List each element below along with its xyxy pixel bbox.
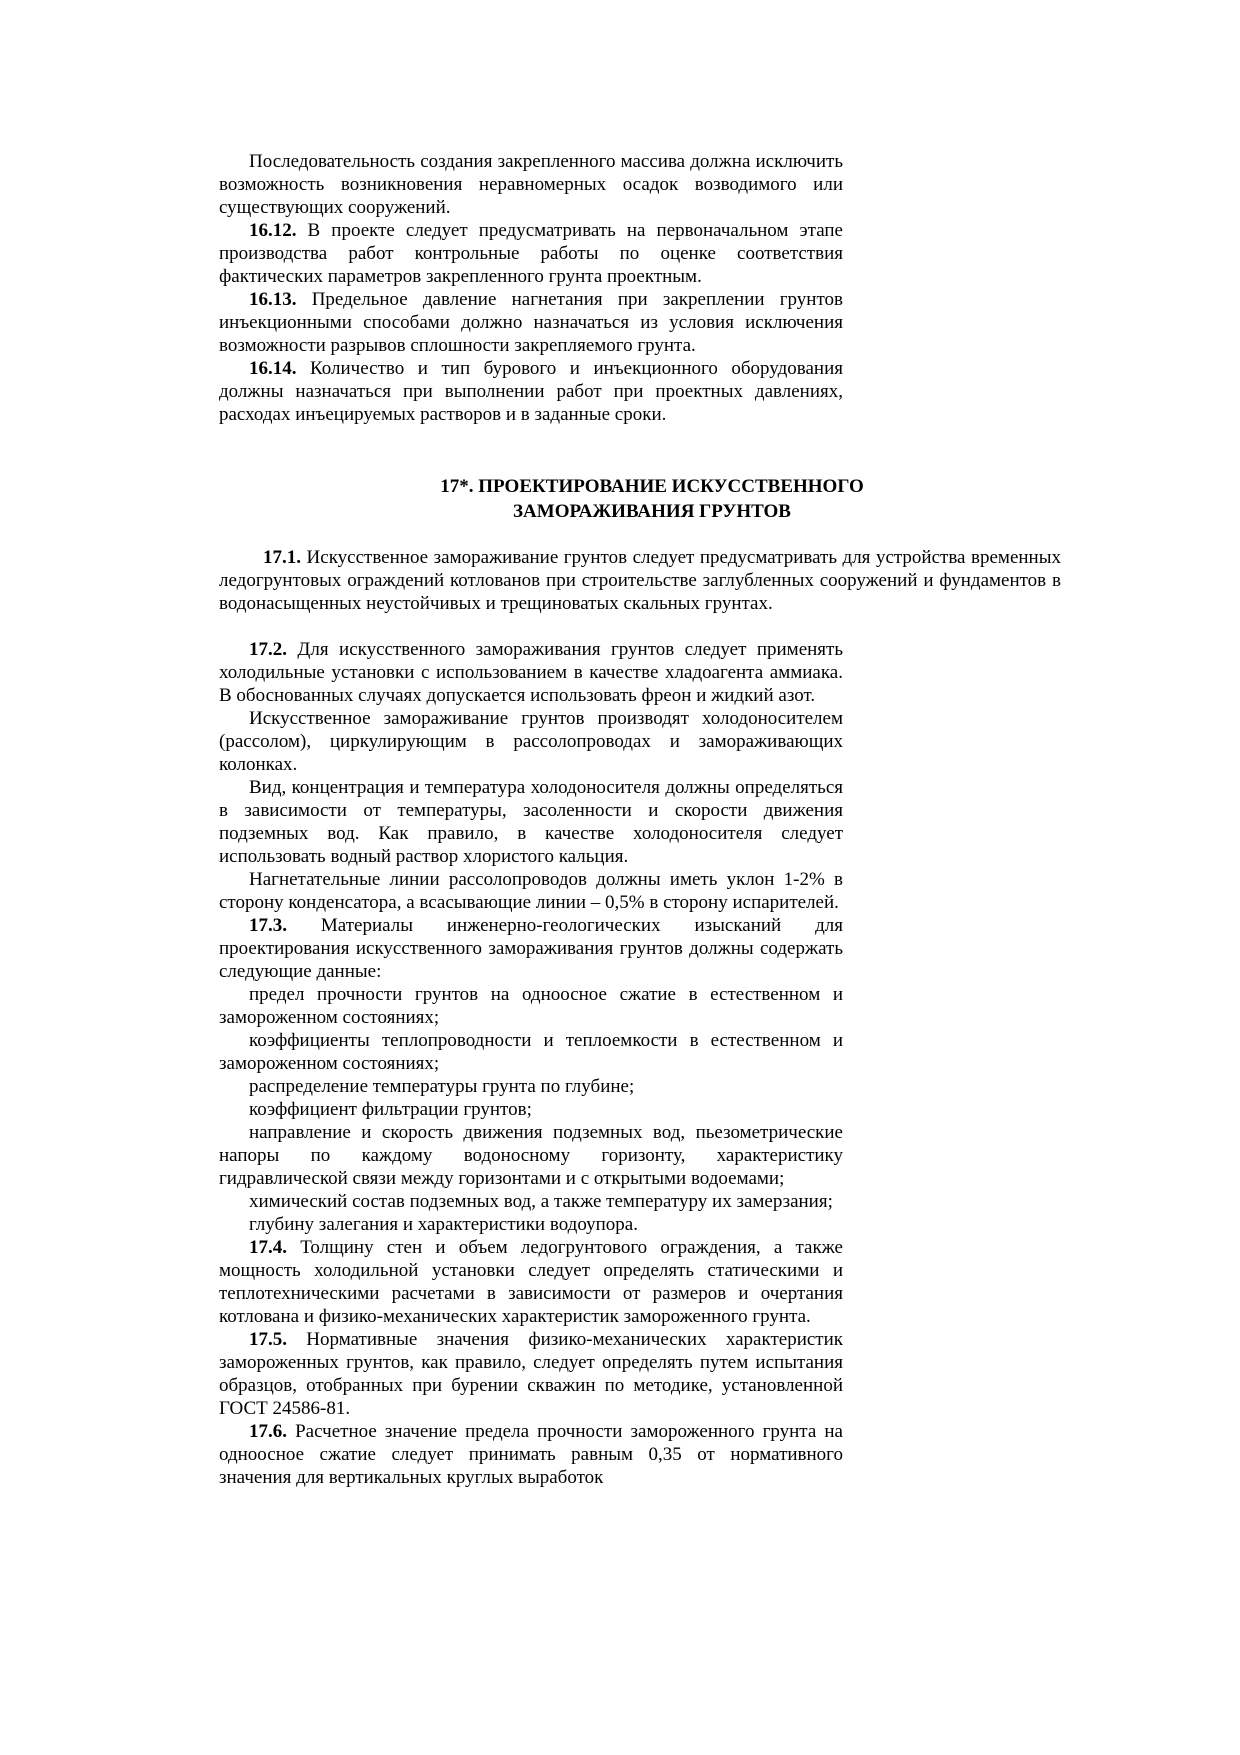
paragraph-text: Материалы инженерно-геологических изысканий для проектирования искусственного замораживания грунтов должны содержать следующие данные:: [219, 915, 843, 982]
paragraph-text: Нагнетательные линии рассолопроводов должны иметь уклон 1-2% в сторону конденсатора, а всасывающие линии – 0,5% в сторону испарителей.: [219, 869, 843, 913]
clause-number: 16.12.: [249, 220, 297, 241]
paragraph: [219, 776, 843, 868]
paragraph-text: Количество и тип бурового и инъекционного оборудования должны назначаться при выполнении работ при проектных давлениях, расходах инъецируемых растворов и в заданные сроки.: [219, 358, 843, 425]
paragraph: [219, 868, 843, 914]
paragraph: [219, 1236, 843, 1328]
paragraph: [219, 707, 843, 776]
paragraph-text: Для искусственного замораживания грунтов следует применять холодильные установки с использованием в качестве хладоагента аммиака. В обоснованных случаях допускается использовать фреон и жидкий азот.: [219, 639, 843, 706]
section-17-heading: [219, 474, 1085, 524]
paragraph-text: Толщину стен и объем ледогрунтового ограждения, а также мощность холодильной установки следует определять статическими и теплотехническими расчетами в зависимости от размеров и очертания котлована и физико-механических характеристик замороженного грунта.: [219, 1237, 843, 1327]
paragraph-text: предел прочности грунтов на одноосное сжатие в естественном и замороженном состояниях;: [219, 984, 843, 1028]
section-16-text: [219, 150, 843, 426]
paragraph-text: Последовательность создания закрепленного массива должна исключить возможность возникновения неравномерных осадок возводимого или существующих сооружений.: [219, 151, 843, 218]
clause-number: 17.5.: [249, 1329, 287, 1350]
paragraph: [219, 150, 843, 219]
paragraph-text: Расчетное значение предела прочности замороженного грунта на одноосное сжатие следует принимать равным 0,35 от нормативного значения для вертикальных круглых выработок: [219, 1421, 843, 1488]
paragraph: [219, 1420, 843, 1489]
paragraph-text: распределение температуры грунта по глубине;: [249, 1076, 635, 1097]
paragraph: [219, 357, 843, 426]
paragraph: [219, 1328, 843, 1420]
section-17-intro: [219, 546, 1061, 615]
paragraph-text: Искусственное замораживание грунтов производят холодоносителем (рассолом), циркулирующим в рассолопроводах и замораживающих колонках.: [219, 708, 843, 775]
paragraph-text: коэффициент фильтрации грунтов;: [249, 1099, 532, 1120]
list-item: [219, 983, 843, 1029]
paragraph-text: направление и скорость движения подземных вод, пьезометрические напоры по каждому водоносному горизонту, характеристику гидравлической связи между горизонтами и с открытыми водоемами;: [219, 1122, 843, 1189]
list-item: [219, 1121, 843, 1190]
paragraph-text: Искусственное замораживание грунтов следует предусматривать для устройства временных ледогрунтовых ограждений котлованов при строительстве заглубленных сооружений и фундаментов в водонасыщенных неустойчивых и трещиноватых скальных грунтах.: [219, 547, 1061, 614]
list-item: [219, 1213, 843, 1236]
clause-number: 16.14.: [249, 358, 297, 379]
heading-line-2: ЗАМОРАЖИВАНИЯ ГРУНТОВ: [513, 501, 791, 522]
paragraph-text: Предельное давление нагнетания при закреплении грунтов инъекционными способами должно назначаться из условия исключения возможности разрывов сплошности закрепляемого грунта.: [219, 289, 843, 356]
paragraph-text: Вид, концентрация и температура холодоносителя должны определяться в зависимости от температуры, засоленности и скорости движения подземных вод. Как правило, в качестве холодоносителя следует использовать водный раствор хлористого кальция.: [219, 777, 843, 867]
section-17-text: [219, 638, 843, 1489]
paragraph-text: коэффициенты теплопроводности и теплоемкости в естественном и замороженном состояниях;: [219, 1030, 843, 1074]
list-item: [219, 1075, 843, 1098]
list-item: [219, 1029, 843, 1075]
list-item: [219, 1098, 843, 1121]
paragraph: [219, 546, 1061, 615]
clause-number: 17.6.: [249, 1421, 287, 1442]
clause-number: 17.4.: [249, 1237, 287, 1258]
paragraph: [219, 914, 843, 983]
clause-number: 17.2.: [249, 639, 287, 660]
clause-number: 17.3.: [249, 915, 287, 936]
paragraph-text: глубину залегания и характеристики водоупора.: [249, 1214, 638, 1235]
paragraph-text: В проекте следует предусматривать на первоначальном этапе производства работ контрольные работы по оценке соответствия фактических параметров закрепленного грунта проектным.: [219, 220, 843, 287]
paragraph-text: химический состав подземных вод, а также температуру их замерзания;: [249, 1191, 833, 1212]
clause-number: 17.1.: [263, 547, 301, 568]
list-item: [219, 1190, 843, 1213]
paragraph-text: Нормативные значения физико-механических характеристик замороженных грунтов, как правило, следует определять путем испытания образцов, отобранных при бурении скважин по методике, установленной ГОСТ 24586-81.: [219, 1329, 843, 1419]
paragraph: [219, 288, 843, 357]
clause-number: 16.13.: [249, 289, 297, 310]
paragraph: [219, 219, 843, 288]
heading-line-1: 17*. ПРОЕКТИРОВАНИЕ ИСКУССТВЕННОГО: [440, 476, 864, 497]
paragraph: [219, 638, 843, 707]
